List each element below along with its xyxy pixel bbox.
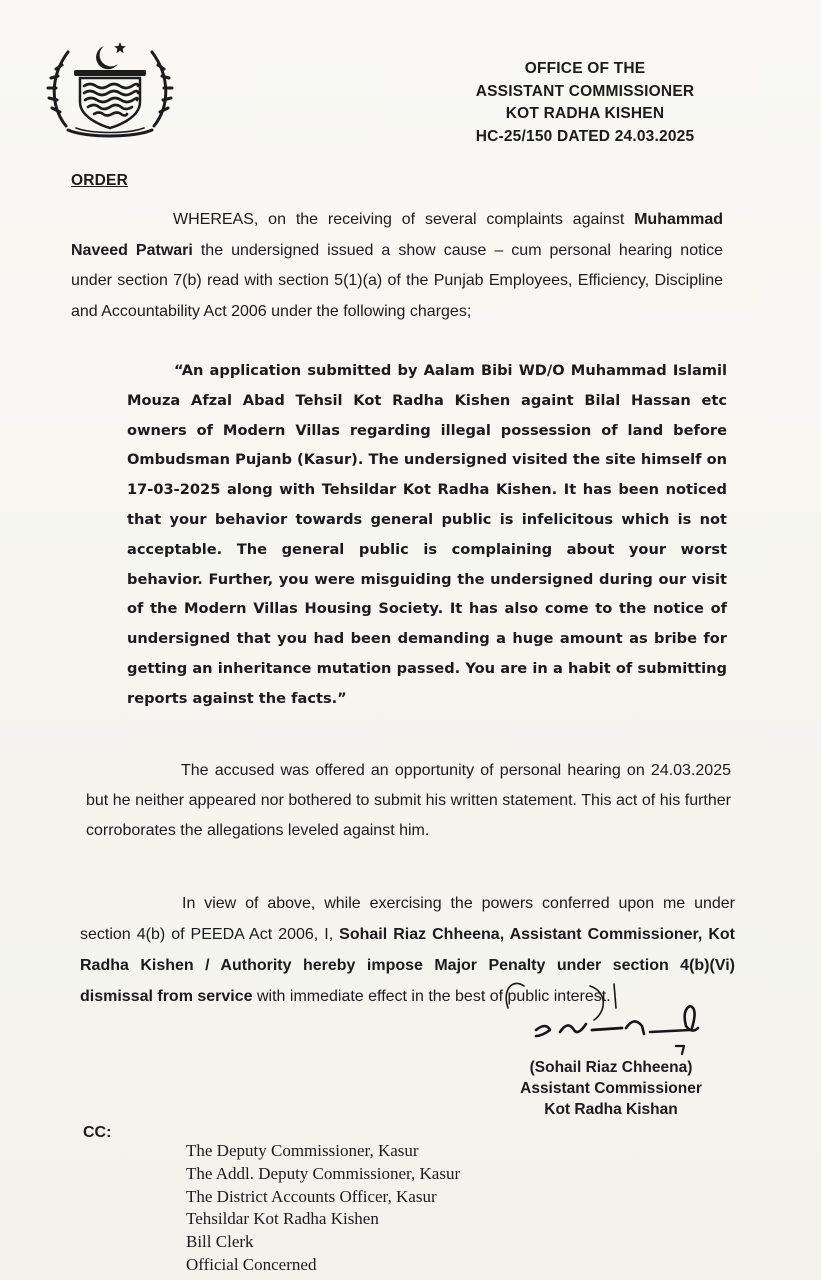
list-item: The Addl. Deputy Commissioner, Kasur (186, 1163, 461, 1183)
order-heading: ORDER (71, 172, 128, 189)
list-item: Tehsildar Kot Radha Kishen (186, 1209, 379, 1229)
office-header-line: ASSISTANT COMMISSIONER (475, 82, 695, 100)
penalty-statement: Sohail Riaz Chheena, Assistant Commissioner, Kot Radha Kishen / Authority hereby impose Major Penalty under section 4(b)(Vi) dismissal from service (80, 926, 735, 1005)
charges-quote: “An application submitted by Aalam Bibi WD/O Muhammad Islamil Mouza Afzal Abad Tehsil Kot Radha Kishen againt Bilal Hassan etc owners of Modern Villas regarding illegal possession of land before Ombudsman Pujanb (Kasur). The undersigned visited the site himself on 17-03-2025 along with Tehsildar Kot Radha Kishen. It has been noticed that your behavior towards general public is infelicitous which is not acceptable. The general public is complaining about your worst behavior. Further, you were misguiding the undersigned during our visit of the Modern Villas Housing Society. It has also come to the notice of undersigned that you had been demanding a huge amount as bribe for getting an inheritance mutation passed. You are in a habit of submitting reports against the facts.” (127, 362, 727, 707)
list-item: The Deputy Commissioner, Kasur (186, 1141, 419, 1160)
signatory-designation: Assistant Commissioner (520, 1080, 702, 1097)
paragraph-whereas (71, 205, 723, 327)
paragraph-hearing: The accused was offered an opportunity of personal hearing on 24.03.2025 but he neither appeared nor bothered to submit his written statement. This act of his further corroborates the allegations leveled against him. (86, 762, 731, 839)
cc-label: CC: (83, 1124, 112, 1141)
handwritten-signature (498, 968, 713, 1060)
paragraph-text: with immediate effect in the best of public interest. (252, 988, 611, 1005)
cc-recipient-list (186, 1140, 460, 1277)
accused-name: Muhammad Naveed Patwari (71, 211, 723, 259)
office-header-line: OFFICE OF THE (524, 60, 646, 77)
list-item: Bill Clerk (186, 1232, 254, 1252)
paragraph-text: WHEREAS, on the receiving of several complaints against (173, 211, 635, 228)
reference-number: HC-25/150 DATED 24.03.2025 (475, 127, 695, 145)
office-header (430, 58, 740, 148)
signatory-name: (Sohail Riaz Chheena) (529, 1059, 693, 1076)
list-item: The District Accounts Officer, Kasur (186, 1186, 437, 1206)
signatory-office: Kot Radha Kishan (544, 1101, 678, 1118)
signatory-block (486, 1057, 736, 1120)
government-emblem-icon (46, 30, 174, 142)
list-item: Official Concerned (186, 1254, 317, 1274)
paragraph-text: In view of above, while exercising the powers conferred upon me under section 4(b) of PEEDA Act 2006, I, (80, 895, 735, 943)
paragraph-text: the undersigned issued a show cause – cum personal hearing notice under section 7(b) read with section 5(1)(a) of the Punjab Employees, Efficiency, Discipline and Accountability Act 2006 under the following charges; (71, 241, 723, 320)
office-header-line: KOT RADHA KISHEN (505, 105, 665, 122)
